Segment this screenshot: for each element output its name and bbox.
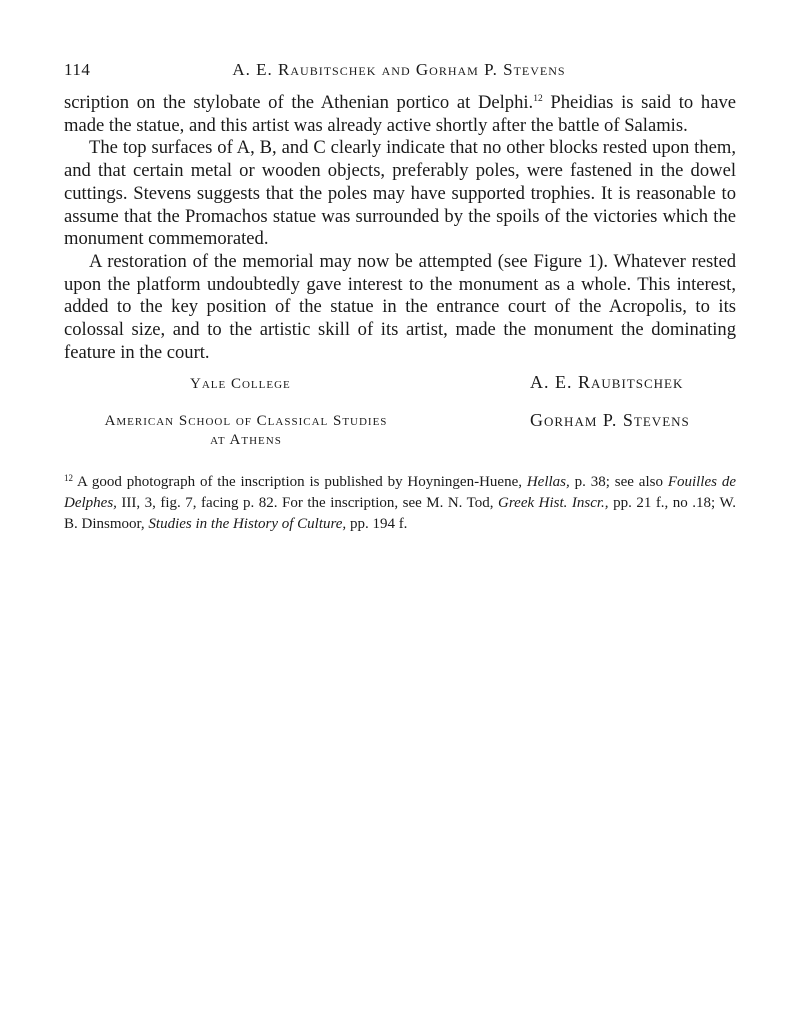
running-head bbox=[64, 60, 734, 84]
affiliation-yale: Yale College bbox=[190, 376, 291, 392]
running-title: A. E. Raubitschek and Gorham P. Stevens bbox=[232, 60, 566, 79]
footnote-12 bbox=[64, 472, 736, 535]
body-text bbox=[64, 92, 736, 364]
footnote-marker: 12 bbox=[64, 473, 73, 483]
affiliation-american-school bbox=[96, 412, 396, 450]
footnote-text-a: A good photograph of the inscription is published by Hoyningen-Huene, bbox=[73, 474, 527, 490]
paragraph-2: The top surfaces of A, B, and C clearly indicate that no other blocks rested upon them, and that certain metal or wooden objects, preferably poles, were fastened in the dowel cuttings. Stevens suggests that the poles may have supported trophies. It is reasonable to assume that the Promachos statue was surrounded by the spoils of the victories which the monument commemorated. bbox=[64, 137, 736, 250]
paragraph-1-text-b: Pheidias is said to have made the statue, and this artist was already active shortly after the battle of Salamis. bbox=[64, 92, 736, 136]
paragraph-1 bbox=[64, 92, 736, 137]
author-raubitschek: A. E. Raubitschek bbox=[530, 372, 684, 392]
footnote-italic-tod: Greek Hist. Inscr., bbox=[498, 495, 609, 511]
footnote-italic-hellas: Hellas, bbox=[526, 474, 570, 490]
affiliation-american-school-line-1: American School of Classical Studies bbox=[104, 413, 388, 429]
footnote-text-i: pp. 194 f. bbox=[346, 516, 408, 532]
paragraph-3: A restoration of the memorial may now be attempted (see Figure 1). Whatever rested upon the platform undoubtedly gave interest to the monument as a whole. This interest, added to the key position of the statue in the entrance court of the Acropolis, to its colossal size, and to the artistic skill of its artist, made the monument the dominating feature in the court. bbox=[64, 250, 736, 363]
affiliation-american-school-line-2: at Athens bbox=[210, 432, 282, 448]
footnote-italic-dinsmoor: Studies in the History of Culture, bbox=[148, 516, 347, 532]
footnote-text-c: p. 38; see also bbox=[569, 474, 668, 490]
footnote-text-g: pp. 21 f., no .18; W. B. Dinsmoor, bbox=[64, 495, 736, 532]
author-stevens: Gorham P. Stevens bbox=[530, 410, 690, 430]
signature-block bbox=[64, 372, 736, 452]
footnote-reference: 12 bbox=[533, 94, 543, 104]
footnote-italic-fouilles: Fouilles de Delphes, bbox=[64, 474, 736, 511]
paragraph-1-text-a: scription on the stylobate of the Athenian portico at Delphi. bbox=[64, 92, 534, 113]
footnote-text-e: III, 3, fig. 7, facing p. 82. For the inscription, see M. N. Tod, bbox=[116, 495, 499, 511]
page-number: 114 bbox=[64, 60, 91, 79]
